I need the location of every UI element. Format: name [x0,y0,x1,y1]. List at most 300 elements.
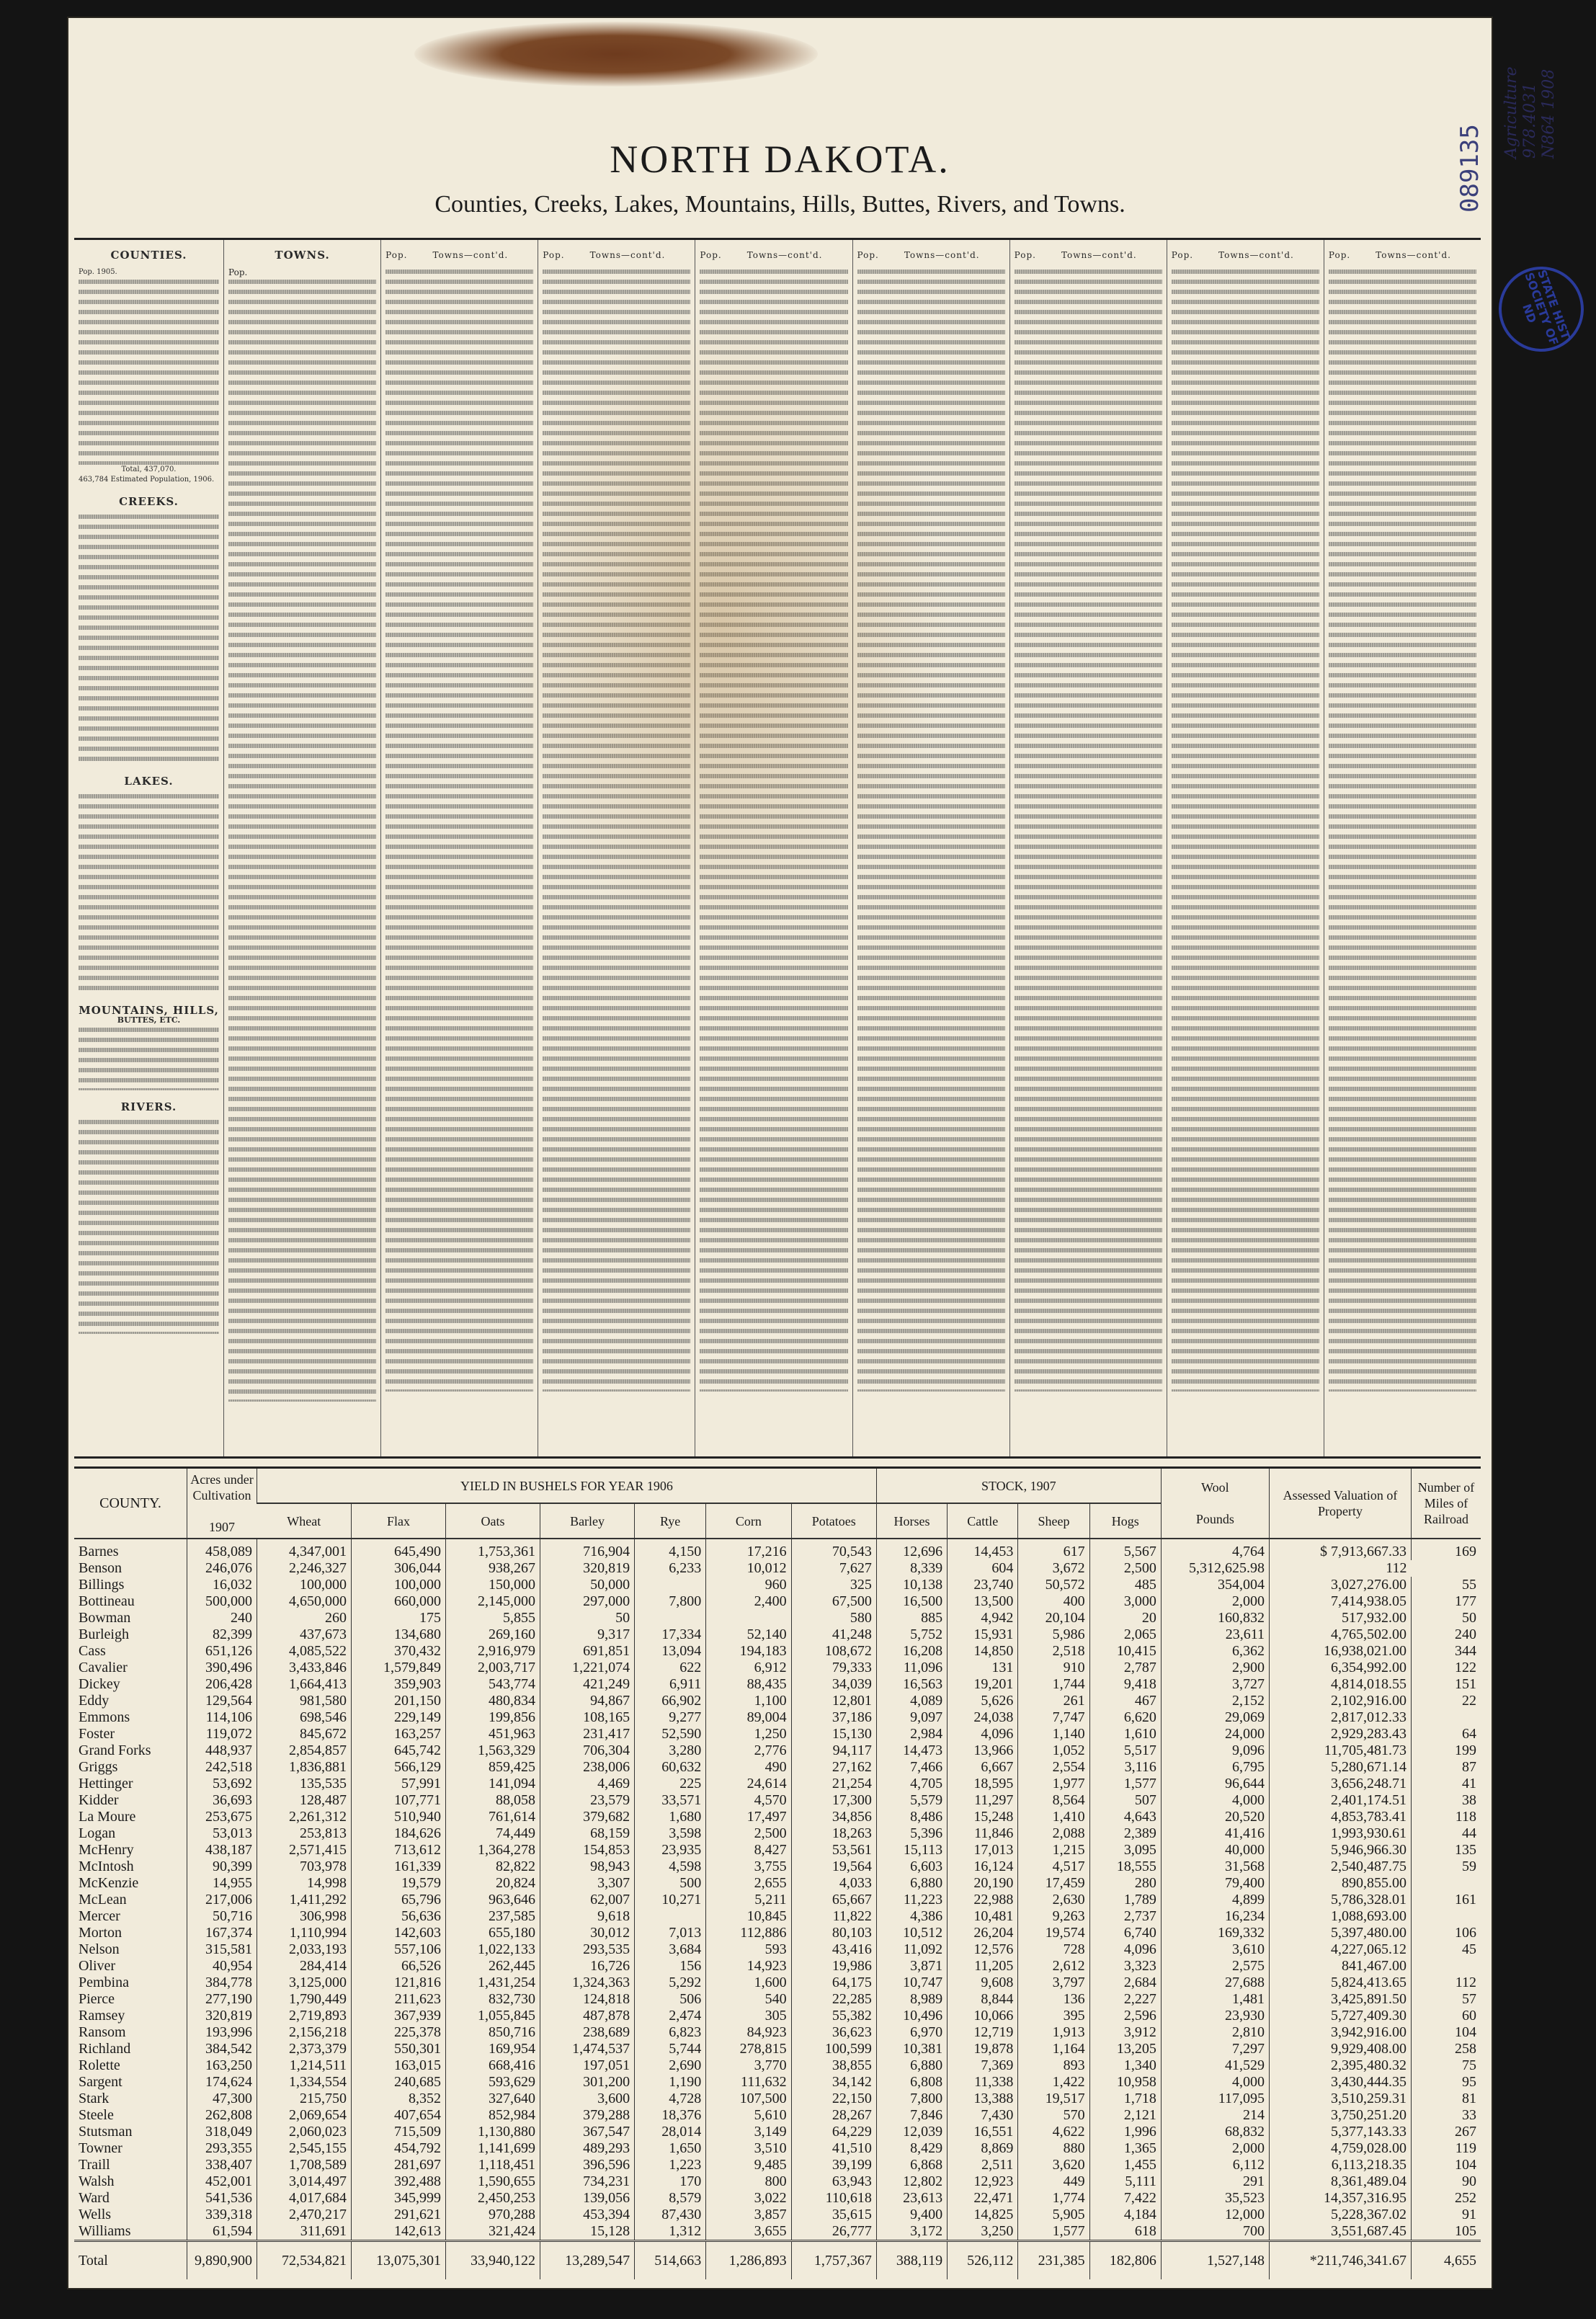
table-cell: 6,823 [635,2024,706,2041]
table-cell: 367,547 [540,2124,635,2140]
table-cell: 19,579 [352,1875,446,1892]
county-name: Dickey [79,1676,120,1692]
table-cell: 100,599 [791,2041,876,2057]
table-cell: 510,940 [352,1809,446,1825]
table-cell: 16,234 [1161,1908,1269,1925]
stock-header: STOCK, 1907 [876,1468,1161,1504]
table-row [74,1693,1481,1709]
table-cell: 1,364,278 [446,1842,540,1859]
table-cell: 4,728 [635,2091,706,2107]
estimated-population: 463,784 Estimated Population, 1906. [79,476,215,484]
county-name: Eddy [79,1693,110,1709]
table-cell: 10,138 [876,1577,947,1593]
table-row [74,1958,1481,1975]
table-cell: 4,096 [948,1726,1018,1742]
county-name: Sargent [79,2074,122,2090]
table-cell: 11,092 [876,1941,947,1958]
table-cell: 57,991 [352,1776,446,1792]
table-row [74,1742,1481,1759]
table-cell: 2,817,012.33 [1270,1709,1412,1726]
table-cell: 437,673 [257,1626,352,1643]
table-cell: 3,797 [1018,1975,1089,1991]
table-cell: 448,937 [187,1742,257,1759]
county-name: Steele [79,2107,114,2123]
table-cell: 379,288 [540,2107,635,2124]
towns-list [1329,267,1476,1392]
table-cell: 52,140 [706,1626,791,1643]
table-cell: 3,095 [1089,1842,1161,1859]
mountains-list [79,1025,219,1090]
table-cell: 3,684 [635,1941,706,1958]
total-row [74,2241,1481,2280]
table-cell [1412,1709,1481,1726]
table-cell: 5,744 [635,2041,706,2057]
table-cell: 135 [1412,1842,1481,1859]
table-cell: 27,162 [791,1759,876,1776]
table-cell: 6,603 [876,1859,947,1875]
table-cell: 5,377,143.33 [1270,2124,1412,2140]
table-cell: 9,317 [540,1626,635,1643]
table-cell: 1,563,329 [446,1742,540,1759]
table-cell: 8,339 [876,1560,947,1577]
county-name: Cavalier [79,1660,128,1675]
table-cell: 11,297 [948,1792,1018,1809]
column-header-cattle: Cattle [948,1503,1018,1539]
table-cell: 16,124 [948,1859,1018,1875]
towns-list [1172,267,1319,1392]
table-cell: 480,834 [446,1693,540,1709]
table-cell: 3,610 [1161,1941,1269,1958]
table-cell: 122 [1412,1660,1481,1676]
county-name: McLean [79,1892,127,1908]
table-cell: 3,620 [1018,2157,1089,2173]
table-cell: 489,293 [540,2140,635,2157]
table-cell: 367,939 [352,2008,446,2024]
table-cell: 50,716 [187,1908,257,1925]
table-cell: 4,764 [1161,1539,1269,1560]
table-cell: 850,716 [446,2024,540,2041]
total-cell: 72,534,821 [257,2241,352,2280]
table-cell: 6,667 [948,1759,1018,1776]
table-cell: 963,646 [446,1892,540,1908]
table-cell: 215,750 [257,2091,352,2107]
table-cell: 3,727 [1161,1676,1269,1693]
table-cell: 20,104 [1018,1610,1089,1626]
table-cell: 832,730 [446,1991,540,2008]
table-cell: 2,719,893 [257,2008,352,2024]
total-cell: 1,757,367 [791,2241,876,2280]
table-cell: 8,989 [876,1991,947,2008]
table-cell: 8,869 [948,2140,1018,2157]
table-cell: 22,471 [948,2190,1018,2207]
table-cell: 60 [1412,2008,1481,2024]
table-row [74,2190,1481,2207]
table-cell: 55 [1412,1577,1481,1593]
table-cell: 260 [257,1610,352,1626]
table-cell: 301,200 [540,2074,635,2091]
table-cell: 160,832 [1161,1610,1269,1626]
table-cell: 75 [1412,2057,1481,2074]
table-cell: 4,227,065.12 [1270,1941,1412,1958]
table-cell: 1,422 [1018,2074,1089,2091]
table-cell: 31,568 [1161,1859,1269,1875]
table-cell: 8,579 [635,2190,706,2207]
table-cell: 38 [1412,1792,1481,1809]
table-cell: 1,221,074 [540,1660,635,1676]
table-row [74,2157,1481,2173]
table-cell: 70,543 [791,1539,876,1560]
acres-header [187,1468,257,1539]
table-cell: 4,096 [1089,1941,1161,1958]
table-cell: 131 [948,1660,1018,1676]
table-cell: 396,596 [540,2157,635,2173]
towns-column-1 [224,240,381,1456]
column-header-rye: Rye [635,1503,706,1539]
county-name: Billings [79,1577,125,1593]
table-cell: 29,069 [1161,1709,1269,1726]
table-cell: 14,825 [948,2207,1018,2223]
table-cell: 311,691 [257,2223,352,2241]
table-cell: 458,089 [187,1539,257,1560]
total-cell: 388,119 [876,2241,947,2280]
rivers-list [79,1118,219,1334]
table-cell: 2,854,857 [257,1742,352,1759]
table-cell: 305 [706,2008,791,2024]
table-cell: 3,323 [1089,1958,1161,1975]
county-name: Nelson [79,1941,120,1957]
table-cell: 2,069,654 [257,2107,352,2124]
table-cell: 9,418 [1089,1676,1161,1693]
page-title: NORTH DAKOTA. [610,138,950,181]
table-cell: 2,227 [1089,1991,1161,2008]
table-cell: 117,095 [1161,2091,1269,2107]
table-cell: 566,129 [352,1759,446,1776]
table-cell: 1,579,849 [352,1660,446,1676]
table-cell: 320,819 [540,1560,635,1577]
table-cell: 44 [1412,1825,1481,1842]
table-row [74,1825,1481,1842]
table-cell: 22 [1412,1693,1481,1709]
table-cell: 7,747 [1018,1709,1089,1726]
table-cell: 17,459 [1018,1875,1089,1892]
towns-heading: TOWNS. [275,249,330,262]
table-row [74,2024,1481,2041]
table-cell: 6,740 [1089,1925,1161,1941]
table-cell: 2,787 [1089,1660,1161,1676]
table-cell: 7,846 [876,2107,947,2124]
table-cell: 238,689 [540,2024,635,2041]
table-cell: 345,999 [352,2190,446,2207]
table-cell: 2,929,283.43 [1270,1726,1412,1742]
table-cell: 2,810 [1161,2024,1269,2041]
table-cell: 1,718 [1089,2091,1161,2107]
county-name: Ransom [79,2024,126,2040]
towns-list [228,277,376,1402]
county-name: Morton [79,1925,122,1941]
table-cell: 617 [1018,1539,1089,1560]
table-cell: 293,355 [187,2140,257,2157]
table-cell: 6,808 [876,2074,947,2091]
table-row [74,1776,1481,1792]
table-cell: 10,481 [948,1908,1018,1925]
total-cell: 9,890,900 [187,2241,257,2280]
table-cell: 506 [635,1991,706,2008]
table-cell: 9,618 [540,1908,635,1925]
table-cell: 67,500 [791,1593,876,1610]
table-cell: 16,726 [540,1958,635,1975]
table-cell: 206,428 [187,1676,257,1693]
table-cell: 280 [1089,1875,1161,1892]
table-cell: 2,033,193 [257,1941,352,1958]
table-cell [635,1577,706,1593]
table-row [74,2074,1481,2091]
table-cell: 557,106 [352,1941,446,1958]
table-cell: 6,362 [1161,1643,1269,1660]
table-row [74,1593,1481,1610]
table-cell: 37,186 [791,1709,876,1726]
table-cell: 175 [352,1610,446,1626]
table-cell: 151 [1412,1676,1481,1693]
table-cell: 107,771 [352,1792,446,1809]
table-cell: 2,596 [1089,2008,1161,2024]
accession-number: 089135 [1455,124,1484,213]
table-cell: 2,984 [876,1726,947,1742]
table-cell: 33 [1412,2107,1481,2124]
table-cell: 100,000 [257,1577,352,1593]
towns-contd-heading: Towns—cont'd. [904,250,980,260]
table-cell: 119 [1412,2140,1481,2157]
county-name: Cass [79,1643,106,1659]
county-name: McIntosh [79,1859,134,1874]
creeks-list [79,512,219,765]
table-cell: 13,388 [948,2091,1018,2107]
table-cell: 400 [1018,1593,1089,1610]
table-cell: 26,204 [948,1925,1018,1941]
table-cell: 16,563 [876,1676,947,1693]
table-cell: 100,000 [352,1577,446,1593]
table-cell: 338,407 [187,2157,257,2173]
table-cell: 2,373,379 [257,2041,352,2057]
table-cell: 18,555 [1089,1859,1161,1875]
table-cell: 2,000 [1161,2140,1269,2157]
table-cell: 2,389 [1089,1825,1161,1842]
table-cell: 5,312,625.98 [1161,1560,1269,1577]
table-cell: 9,485 [706,2157,791,2173]
table-cell: 5,396 [876,1825,947,1842]
table-cell: 177 [1412,1593,1481,1610]
table-cell: 170 [635,2173,706,2190]
table-cell: 6,354,992.00 [1270,1660,1412,1676]
table-row [74,1539,1481,1560]
total-cell: 514,663 [635,2241,706,2280]
table-cell: 5,727,409.30 [1270,2008,1412,2024]
table-cell: 5,567 [1089,1539,1161,1560]
table-cell: 4,643 [1089,1809,1161,1825]
pop-label: Pop. [700,250,722,260]
table-cell: 2,246,327 [257,1560,352,1577]
table-cell: 500 [635,1875,706,1892]
table-cell: 64,229 [791,2124,876,2140]
table-cell: 2,511 [948,2157,1018,2173]
table-cell: 4,598 [635,1859,706,1875]
railroad-header: Number of Miles of Railroad [1412,1468,1481,1539]
county-name: Hettinger [79,1776,133,1791]
table-cell: 24,614 [706,1776,791,1792]
table-cell: 841,467.00 [1270,1958,1412,1975]
table-cell: 10,271 [635,1892,706,1908]
table-cell: 1,590,655 [446,2173,540,2190]
table-cell: 28,267 [791,2107,876,2124]
table-cell: 10,747 [876,1975,947,1991]
table-cell: 7,297 [1161,2041,1269,2057]
table-cell: 321,424 [446,2223,540,2241]
table-cell: 23,935 [635,1842,706,1859]
table-cell: 4,469 [540,1776,635,1792]
counties-pop-note: Pop. 1905. [79,268,117,276]
table-cell: 893 [1018,2057,1089,2074]
library-stamp-icon: STATE HIST SOCIETY OF ND [1486,254,1595,363]
table-cell: 184,626 [352,1825,446,1842]
table-cell: 84,923 [706,2024,791,2041]
table-cell: 15,931 [948,1626,1018,1643]
table-cell: 169 [1412,1539,1481,1560]
table-cell: 2,400 [706,1593,791,1610]
table-cell: 10,066 [948,2008,1018,2024]
table-cell: 22,285 [791,1991,876,2008]
table-cell: 1,164 [1018,2041,1089,2057]
table-cell: 47,300 [187,2091,257,2107]
table-cell: 57 [1412,1991,1481,2008]
table-cell: 13,094 [635,1643,706,1660]
table-cell: 344 [1412,1643,1481,1660]
counties-heading: COUNTIES. [110,249,187,262]
table-cell: 2,395,480.32 [1270,2057,1412,2074]
table-cell: 3,250 [948,2223,1018,2241]
table-cell: 211,623 [352,1991,446,2008]
table-cell: 56,636 [352,1908,446,1925]
table-cell: 43,416 [791,1941,876,1958]
table-cell: 34,856 [791,1809,876,1825]
pop-label: Pop. [1328,250,1351,260]
table-cell: 618 [1089,2223,1161,2241]
column-header-hogs: Hogs [1089,1503,1161,1539]
table-cell: 201,150 [352,1693,446,1709]
table-cell: 8,844 [948,1991,1018,2008]
table-cell: 395 [1018,2008,1089,2024]
table-cell: 885 [876,1610,947,1626]
table-cell: 112 [1412,1975,1481,1991]
table-cell: 550,301 [352,2041,446,2057]
table-row [74,1792,1481,1809]
column-header-oats: Oats [446,1503,540,1539]
table-cell: 112,886 [706,1925,791,1941]
table-cell: 1,680 [635,1809,706,1825]
table-cell: 284,414 [257,1958,352,1975]
table-cell: 3,149 [706,2124,791,2140]
table-cell: 27,688 [1161,1975,1269,1991]
table-cell: 30,012 [540,1925,635,1941]
table-cell: 1,708,589 [257,2157,352,2173]
table-cell: 6,970 [876,2024,947,2041]
table-cell: 6,795 [1161,1759,1269,1776]
table-cell: 3,116 [1089,1759,1161,1776]
table-cell: 4,517 [1018,1859,1089,1875]
table-cell: 3,172 [876,2223,947,2241]
table-cell: 24,038 [948,1709,1018,1726]
table-cell: 19,517 [1018,2091,1089,2107]
total-cell: 13,075,301 [352,2241,446,2280]
table-cell: 9,096 [1161,1742,1269,1759]
table-cell: 277,190 [187,1991,257,2008]
table-cell: 33,571 [635,1792,706,1809]
county-rows [74,1539,1481,2279]
table-row [74,1610,1481,1626]
table-cell: 716,904 [540,1539,635,1560]
county-name: Richland [79,2041,131,2057]
table-cell: 50,572 [1018,1577,1089,1593]
table-cell: 2,500 [706,1825,791,1842]
table-cell: 1,340 [1089,2057,1161,2074]
table-cell: 8,361,489.04 [1270,2173,1412,2190]
table-cell: 6,911 [635,1676,706,1693]
table-cell: 4,085,522 [257,1643,352,1660]
table-cell: 63,943 [791,2173,876,2190]
table-cell: 135,535 [257,1776,352,1792]
table-cell: 15,248 [948,1809,1018,1825]
table-cell: 13,205 [1089,2041,1161,2057]
table-cell: 161 [1412,1892,1481,1908]
pop-label: Pop. [228,267,248,277]
table-cell: 9,097 [876,1709,947,1726]
table-cell: 668,416 [446,2057,540,2074]
counties-column [74,240,224,1456]
table-row [74,2057,1481,2074]
county-name: Burleigh [79,1626,129,1642]
table-cell: 45 [1412,1941,1481,1958]
table-cell: 41,248 [791,1626,876,1643]
table-cell: 278,815 [706,2041,791,2057]
table-cell: 706,304 [540,1742,635,1759]
table-cell: 2,518 [1018,1643,1089,1660]
rivers-heading: RIVERS. [120,1100,177,1113]
table-cell: 2,470,217 [257,2207,352,2223]
column-header-horses: Horses [876,1503,947,1539]
table-cell: 12,000 [1161,2207,1269,2223]
yield-header: YIELD IN BUSHELS FOR YEAR 1906 [257,1468,877,1504]
table-cell: 253,675 [187,1809,257,1825]
table-row [74,1660,1481,1676]
table-cell: 3,510,259.31 [1270,2091,1412,2107]
table-cell: 454,792 [352,2140,446,2157]
table-cell: 41,529 [1161,2057,1269,2074]
table-cell: 82,399 [187,1626,257,1643]
table-cell: 1,100 [706,1693,791,1709]
table-cell: 18,595 [948,1776,1018,1792]
table-cell: 451,963 [446,1726,540,1742]
table-cell: 3,000 [1089,1593,1161,1610]
table-cell: 5,986 [1018,1626,1089,1643]
table-cell: 8,429 [876,2140,947,2157]
table-cell: 1,993,930.61 [1270,1825,1412,1842]
table-cell: 1,141,699 [446,2140,540,2157]
table-cell: 1,052 [1018,1742,1089,1759]
table-cell: 2,261,312 [257,1809,352,1825]
table-cell: 938,267 [446,1560,540,1577]
table-cell: 53,692 [187,1776,257,1792]
table-cell: 10,958 [1089,2074,1161,2091]
table-cell: 142,613 [352,2223,446,2241]
table-row [74,1875,1481,1892]
